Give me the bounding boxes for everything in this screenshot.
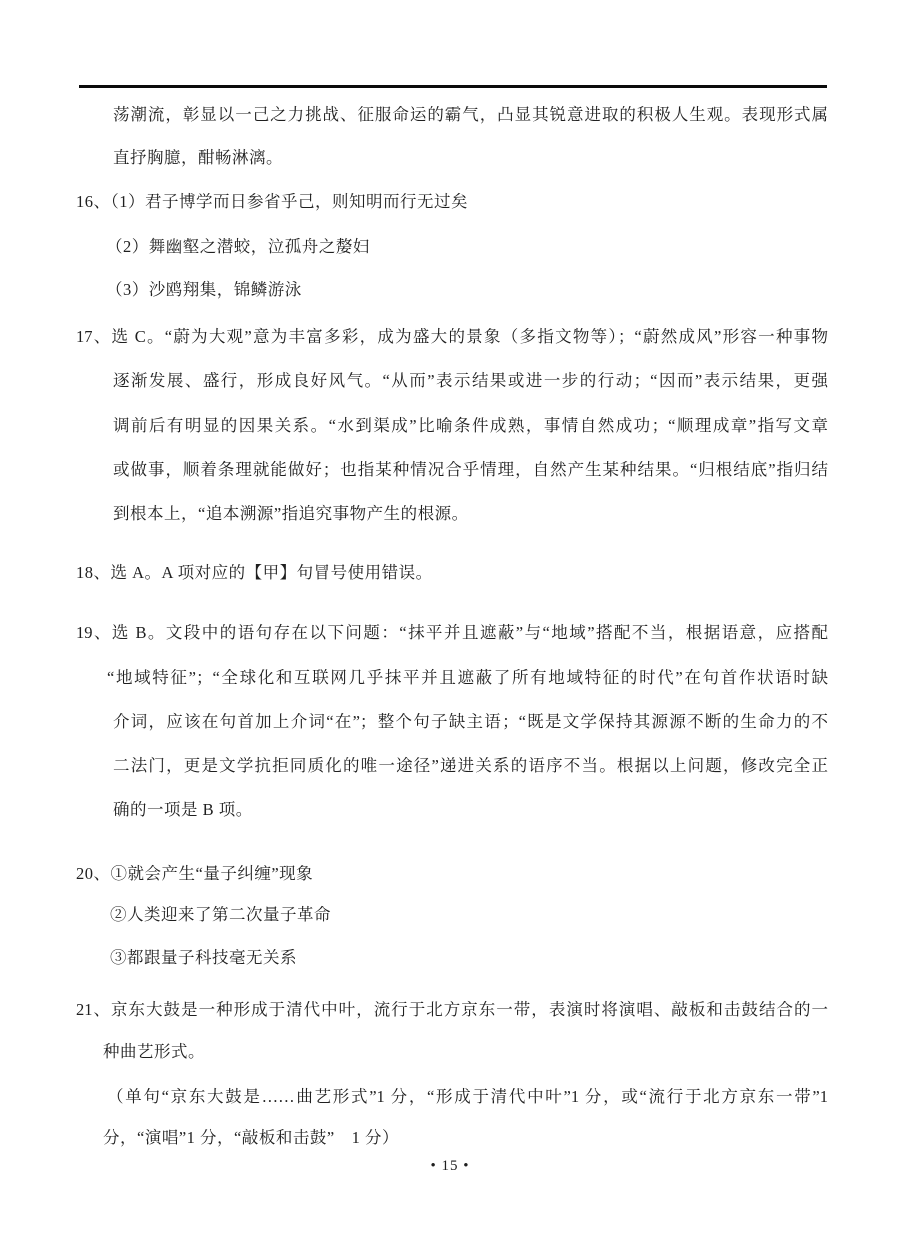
q21-scoring-note-line-2: 分，“演唱”1 分，“敲板和击鼓” 1 分） bbox=[103, 1128, 400, 1147]
q19-answer-line-3: 介词，应该在句首加上介词“在”；整个句子缺主语；“既是文学保持其源源不断的生命力的不 bbox=[113, 712, 828, 731]
q18-answer-line: 18、选 A。A 项对应的【甲】句冒号使用错误。 bbox=[76, 563, 433, 582]
page-number: • 15 • bbox=[430, 1158, 470, 1174]
q19-answer-line-4: 二法门，更是文学抗拒同质化的唯一途径”递进关系的语序不当。根据以上问题，修改完全正 bbox=[113, 756, 828, 775]
q17-answer-line-4: 或做事，顺着条理就能做好；也指某种情况合乎情理，自然产生某种结果。“归根结底”指归结 bbox=[113, 460, 828, 479]
q20-answer-line-2: ②人类迎来了第二次量子革命 bbox=[110, 905, 331, 924]
q21-answer-line-2: 种曲艺形式。 bbox=[103, 1042, 205, 1061]
q20-answer-line-1: 20、①就会产生“量子纠缠”现象 bbox=[76, 864, 314, 883]
q15-continuation-line-2: 直抒胸臆，酣畅淋漓。 bbox=[113, 148, 283, 167]
q20-answer-line-3: ③都跟量子科技毫无关系 bbox=[110, 948, 297, 967]
q17-answer-line-1: 17、选 C。“蔚为大观”意为丰富多彩，成为盛大的景象（多指文物等）；“蔚然成风”形容一种事物 bbox=[76, 327, 828, 346]
q17-answer-line-2: 逐渐发展、盛行，形成良好风气。“从而”表示结果或进一步的行动；“因而”表示结果，更强 bbox=[113, 371, 828, 390]
q19-answer-line-2: “地域特征”；“全球化和互联网几乎抹平并且遮蔽了所有地域特征的时代”在句首作状语时缺 bbox=[107, 668, 828, 687]
q17-answer-line-5: 到根本上，“追本溯源”指追究事物产生的根源。 bbox=[113, 504, 469, 523]
q21-scoring-note-line-1: （单句“京东大鼓是……曲艺形式”1 分，“形成于清代中叶”1 分，或“流行于北方京东一带”1 bbox=[107, 1087, 828, 1106]
q16-answer-line-2: （2）舞幽壑之潜蛟，泣孤舟之嫠妇 bbox=[106, 237, 370, 256]
q15-continuation-line-1: 荡潮流，彰显以一己之力挑战、征服命运的霸气，凸显其锐意进取的积极人生观。表现形式属 bbox=[113, 105, 828, 124]
q16-answer-line-1: 16、（1）君子博学而日参省乎己，则知明而行无过矣 bbox=[76, 192, 468, 211]
q19-answer-line-5: 确的一项是 B 项。 bbox=[113, 800, 253, 819]
q17-answer-line-3: 调前后有明显的因果关系。“水到渠成”比喻条件成熟，事情自然成功；“顺理成章”指写文章 bbox=[113, 416, 828, 435]
q16-answer-line-3: （3）沙鸥翔集，锦鳞游泳 bbox=[106, 280, 302, 299]
header-rule bbox=[79, 85, 827, 88]
q19-answer-line-1: 19、选 B。文段中的语句存在以下问题：“抹平并且遮蔽”与“地域”搭配不当，根据语意，应搭配 bbox=[76, 623, 828, 642]
q21-answer-line-1: 21、京东大鼓是一种形成于清代中叶，流行于北方京东一带，表演时将演唱、敲板和击鼓结合的一 bbox=[76, 1000, 828, 1019]
